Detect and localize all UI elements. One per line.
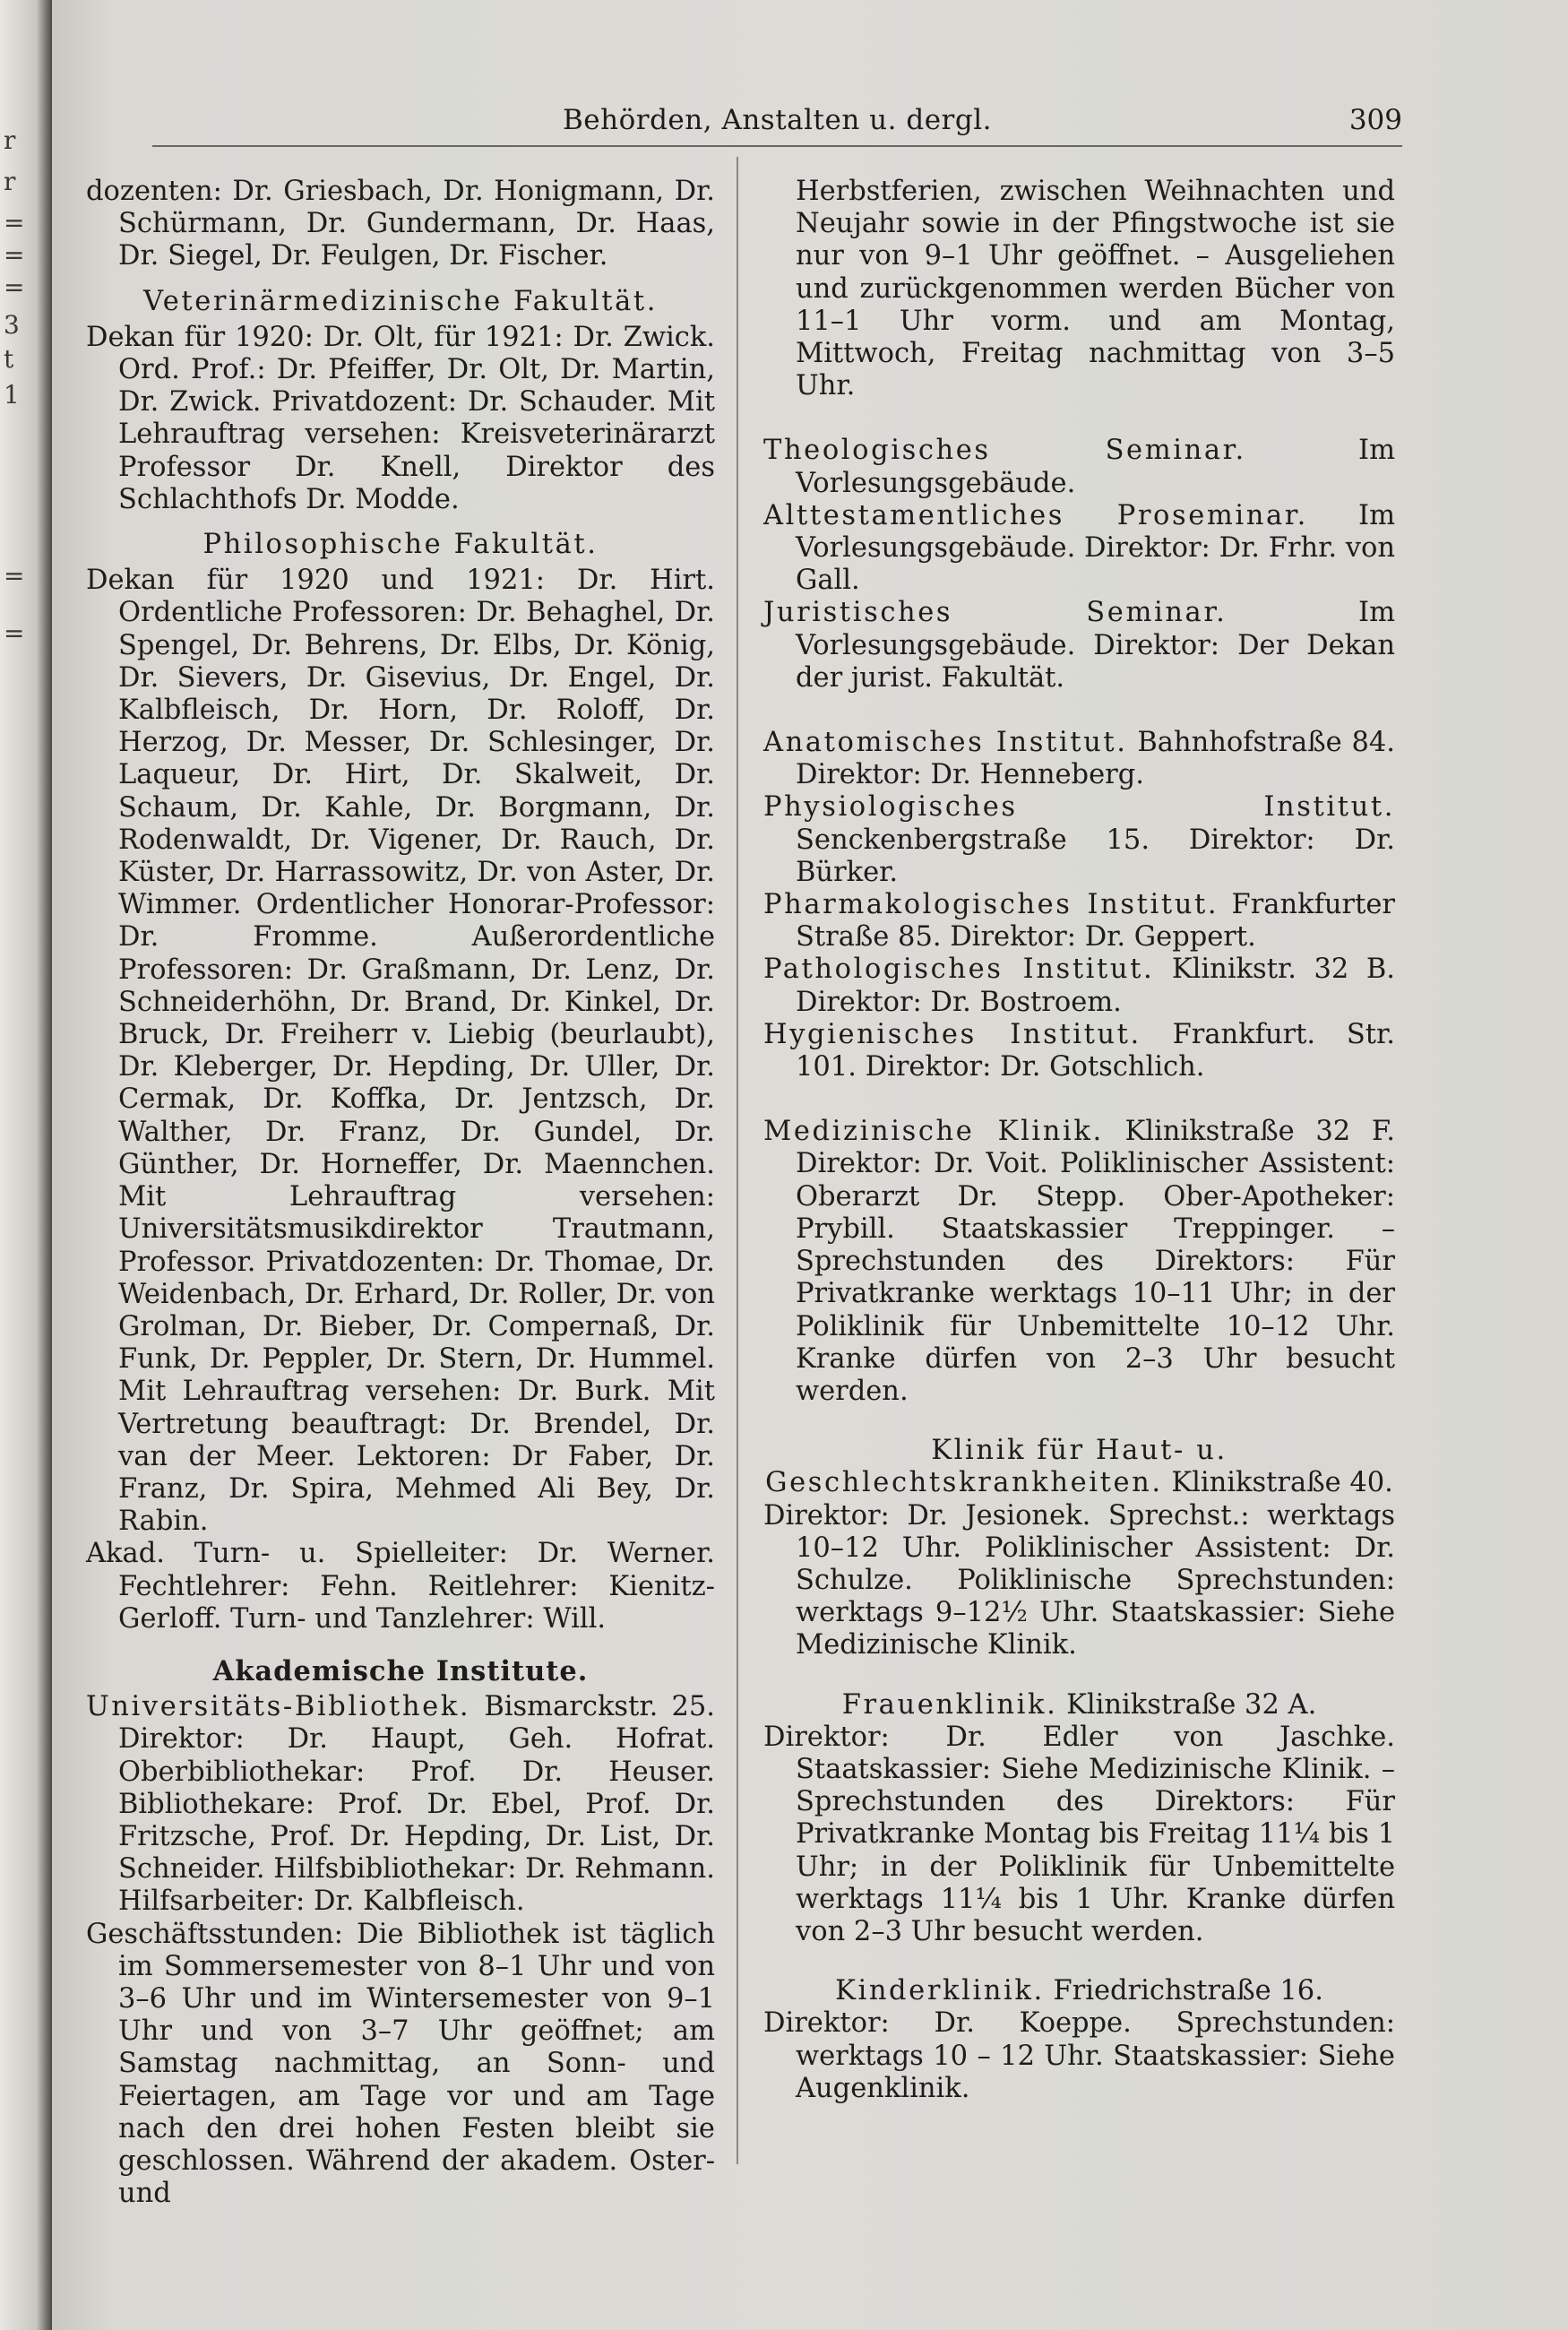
entry-name: Juristisches Seminar. bbox=[763, 597, 1228, 629]
gutter-glyph: = bbox=[4, 561, 25, 591]
text-block: Dekan für 1920: Dr. Olt, für 1921: Dr. Zwick. Ord. Prof.: Dr. Pfeiffer, Dr. Olt, Dr. Martin, Dr. Zwick. Privatdozent: Dr. Schauder. Mit Lehrauftrag versehen: Kreisveterinärarzt Professor Dr. Knell, Direktor des Schlachthofs Dr. Modde. bbox=[86, 321, 715, 515]
entry-law-seminar bbox=[763, 597, 1395, 695]
entry-text: Frankfurt. Str. 101. Direktor: Dr. Gotschlich. bbox=[796, 1018, 1395, 1083]
entry-old-testament-proseminar bbox=[763, 500, 1395, 598]
entry-sports-staff bbox=[86, 1538, 715, 1635]
entry-medicine-lecturers bbox=[86, 176, 715, 273]
entry-name: Hygienisches Institut. bbox=[763, 1018, 1142, 1050]
entry-name: Anatomisches Institut. bbox=[763, 727, 1128, 759]
entry-text: Im Vorlesungsgebäude. Direktor: Dr. Frhr. von Gall. bbox=[796, 499, 1395, 597]
entry-physiology-institute bbox=[763, 791, 1395, 889]
text-block bbox=[763, 791, 1395, 889]
text-block bbox=[763, 500, 1395, 598]
gutter-glyph: r bbox=[4, 167, 16, 196]
text-block bbox=[763, 1019, 1395, 1083]
entry-text: Klinikstraße 32 F. Direktor: Dr. Voit. Poliklinischer Assistent: Oberarzt Dr. Stepp. Ober-Apotheker: Prybill. Staatskassier Treppinger. – Sprechstunden des Direktors: Für Privatkranke werktags 10–11 Uhr; in der Poliklinik für Unbemittelte 10–12 Uhr. Kranke dürfen von 2–3 Uhr besucht werden. bbox=[796, 1116, 1395, 1407]
entry-address: Klinikstraße 32 A. bbox=[1057, 1688, 1317, 1721]
entry-name: Universitäts-Bibliothek. bbox=[86, 1691, 471, 1723]
text-block: Dekan für 1920 und 1921: Dr. Hirt. Ordentliche Professoren: Dr. Behaghel, Dr. Spengel, Dr. Behrens, Dr. Elbs, Dr. König, Dr. Sievers, Dr. Gisevius, Dr. Engel, Dr. Kalbfleisch, Dr. Horn, Dr. Roloff, Dr. Herzog, Dr. Messer, Dr. Schlesinger, Dr. Laqueur, Dr. Hirt, Dr. Skalweit, Dr. Schaum, Dr. Kahle, Dr. Borgmann, Dr. Rodenwaldt, Dr. Vigener, Dr. Rauch, Dr. Küster, Dr. Harrassowitz, Dr. von Aster, Dr. Wimmer. Ordentlicher Honorar-Professor: Dr. Fromme. Außerordentliche Professoren: Dr. Graßmann, Dr. Lenz, Dr. Schneiderhöhn, Dr. Brand, Dr. Kinkel, Dr. Bruck, Dr. Freiherr v. Liebig (beurlaubt), Dr. Kleberger, Dr. Hepding, Dr. Uller, Dr. Cermak, Dr. Koffka, Dr. Jentzsch, Dr. Walther, Dr. Franz, Dr. Gundel, Dr. Günther, Dr. Horneffer, Dr. Maennchen. Mit Lehrauftrag versehen: Universitätsmusikdirektor Trautmann, Professor. Privatdozenten: Dr. Thomae, Dr. Weidenbach, Dr. Erhard, Dr. Roller, Dr. von Grolman, Dr. Bieber, Dr. Compernaß, Dr. Funk, Dr. Peppler, Dr. Stern, Dr. Hummel. Mit Lehrauftrag versehen: Dr. Burk. Mit Vertretung beauftragt: Dr. Brendel, Dr. van der Meer. Lektoren: Dr Faber, Dr. Franz, Dr. Spira, Mehmed Ali Bey, Dr. Rabin. bbox=[86, 565, 715, 1538]
column-divider bbox=[737, 157, 738, 2164]
entry-pathology-institute bbox=[763, 954, 1395, 1018]
entry-text: Im Vorlesungsgebäude. Direktor: Der Dekan der jurist. Fakultät. bbox=[796, 597, 1395, 694]
entry-name: Theologisches Seminar. bbox=[763, 435, 1246, 467]
running-header bbox=[152, 100, 1402, 147]
text-block bbox=[763, 597, 1395, 695]
entry-name: Physiologisches Institut. bbox=[763, 791, 1395, 824]
entry-philosophy-faculty bbox=[86, 565, 715, 1538]
entry-name: Medizinische Klinik. bbox=[763, 1116, 1104, 1148]
gutter-glyph: 3 bbox=[4, 310, 20, 340]
entry-library-hours bbox=[86, 1919, 715, 2211]
right-column bbox=[763, 176, 1395, 2105]
entry-heading bbox=[763, 1689, 1395, 1722]
text-block bbox=[763, 954, 1395, 1018]
entry-text: Senckenbergstraße 15. Direktor: Dr. Bürker. bbox=[796, 824, 1395, 888]
entry-veterinary-faculty bbox=[86, 322, 715, 516]
entry-library-hours-continued bbox=[763, 176, 1395, 402]
text-block: Direktor: Dr. Koeppe. Sprechstunden: werktags 10 – 12 Uhr. Staatskassier: Siehe Augenklinik. bbox=[763, 2007, 1395, 2104]
text-block: dozenten: Dr. Griesbach, Dr. Honigmann, Dr. Schürmann, Dr. Gundermann, Dr. Haas, Dr. Siegel, Dr. Feulgen, Dr. Fischer. bbox=[86, 176, 715, 272]
left-column bbox=[86, 176, 715, 2210]
text-block bbox=[763, 727, 1395, 791]
gutter-glyph: = bbox=[4, 208, 25, 237]
entry-text: Klinikstr. 32 B. Direktor: Dr. Bostroem. bbox=[796, 954, 1395, 1018]
entry-medical-clinic bbox=[763, 1116, 1395, 1408]
entry-theology-seminar bbox=[763, 435, 1395, 499]
section-heading-philosophy: Philosophische Fakultät. bbox=[202, 529, 599, 561]
gutter-glyph: r bbox=[4, 125, 16, 155]
entry-dermatology-clinic bbox=[763, 1435, 1395, 1661]
gutter-glyph: t bbox=[4, 344, 14, 374]
entry-name: Frauenklinik. bbox=[841, 1688, 1058, 1721]
entry-name: Kinderklinik. bbox=[835, 1975, 1045, 2007]
text-block: Akad. Turn- u. Spielleiter: Dr. Werner. Fechtlehrer: Fehn. Reitlehrer: Kienitz-Gerloff. Turn- und Tanzlehrer: Will. bbox=[86, 1538, 715, 1635]
entry-text: Bahnhofstraße 84. Direktor: Dr. Henneberg. bbox=[796, 727, 1395, 791]
text-block bbox=[763, 889, 1395, 954]
entry-gynecology-clinic bbox=[763, 1689, 1395, 1949]
text-block: Direktor: Dr. Edler von Jaschke. Staatskassier: Siehe Medizinische Klinik. – Sprechstunden des Direktors: Für Privatkranke Montag bis Freitag 11¼ bis 1 Uhr; in der Poliklinik für Unbemittelte werktags 11¼ bis 1 Uhr. Kranke dürfen von 2–3 Uhr besucht werden. bbox=[763, 1721, 1395, 1947]
entry-text: Im Vorlesungsgebäude. bbox=[796, 435, 1395, 499]
section-heading-veterinary: Veterinärmedizinische Fakultät. bbox=[142, 285, 659, 317]
entry-hygiene-institute bbox=[763, 1019, 1395, 1083]
entry-name: Pathologisches Institut. bbox=[763, 954, 1155, 986]
entry-pediatric-clinic bbox=[763, 1975, 1395, 2105]
text-block: Herbstferien, zwischen Weihnachten und Neujahr sowie in der Pfingstwoche ist sie nur von 9–1 Uhr geöffnet. – Ausgeliehen und zurückgenommen werden Bücher von 11–1 Uhr vorm. und am Montag, Mittwoch, Freitag nachmittag von 3–5 Uhr. bbox=[796, 176, 1395, 402]
text-block bbox=[86, 1691, 715, 1918]
section-heading-institutes: Akademische Institute. bbox=[212, 1654, 589, 1687]
entry-text: Bismarckstr. 25. Direktor: Dr. Haupt, Geh. Hofrat. Oberbibliothekar: Prof. Dr. Heuser. Bibliothekare: Prof. Dr. Ebel, Prof. Dr. Fritzsche, Prof. Dr. Hepding, Dr. List, Dr. Schneider. Hilfsbibliothekar: Dr. Rehmann. Hilfsarbeiter: Dr. Kalbfleisch. bbox=[118, 1691, 715, 1918]
entry-text: Frankfurter Straße 85. Direktor: Dr. Geppert. bbox=[796, 889, 1395, 954]
entry-pharmacology-institute bbox=[763, 889, 1395, 954]
gutter-glyph: = bbox=[4, 240, 25, 270]
running-title: Behörden, Anstalten u. dergl. bbox=[563, 104, 992, 136]
gutter-glyph: = bbox=[4, 272, 25, 302]
entry-name: Klinik für Haut- u. Geschlechtskrankheiten. bbox=[765, 1435, 1228, 1499]
gutter-glyph: 1 bbox=[4, 380, 20, 410]
text-block: Geschäftsstunden: Die Bibliothek ist täglich im Sommersemester von 8–1 Uhr und von 3–6 Uhr und im Wintersemester von 9–1 Uhr und von 3–7 Uhr geöffnet; am Samstag nachmittag, an Sonn- und Feiertagen, am Tage vor und am Tage nach den drei hohen Festen bleibt sie geschlossen. Während der akadem. Oster- und bbox=[86, 1918, 715, 2210]
entry-name: Alttestamentliches Proseminar. bbox=[763, 499, 1308, 531]
text-block bbox=[763, 435, 1395, 499]
entry-address: Friedrichstraße 16. bbox=[1044, 1975, 1323, 2007]
page-number: 309 bbox=[1348, 104, 1402, 136]
gutter-glyph: = bbox=[4, 618, 25, 648]
text-block bbox=[763, 1116, 1395, 1408]
entry-address: Klinikstraße 40. bbox=[1162, 1467, 1393, 1499]
binding-gutter bbox=[0, 0, 52, 2330]
entry-university-library bbox=[86, 1691, 715, 1918]
entry-anatomy-institute bbox=[763, 727, 1395, 791]
entry-name: Pharmakologisches Institut. bbox=[763, 889, 1219, 921]
entry-heading bbox=[763, 1435, 1395, 1499]
entry-heading bbox=[763, 1975, 1395, 2007]
text-block: Direktor: Dr. Jesionek. Sprechst.: werktags 10–12 Uhr. Poliklinischer Assistent: Dr. Schulze. Poliklinische Sprechstunden: werktags 9–12½ Uhr. Staatskassier: Siehe Medizinische Klinik. bbox=[763, 1499, 1395, 1661]
